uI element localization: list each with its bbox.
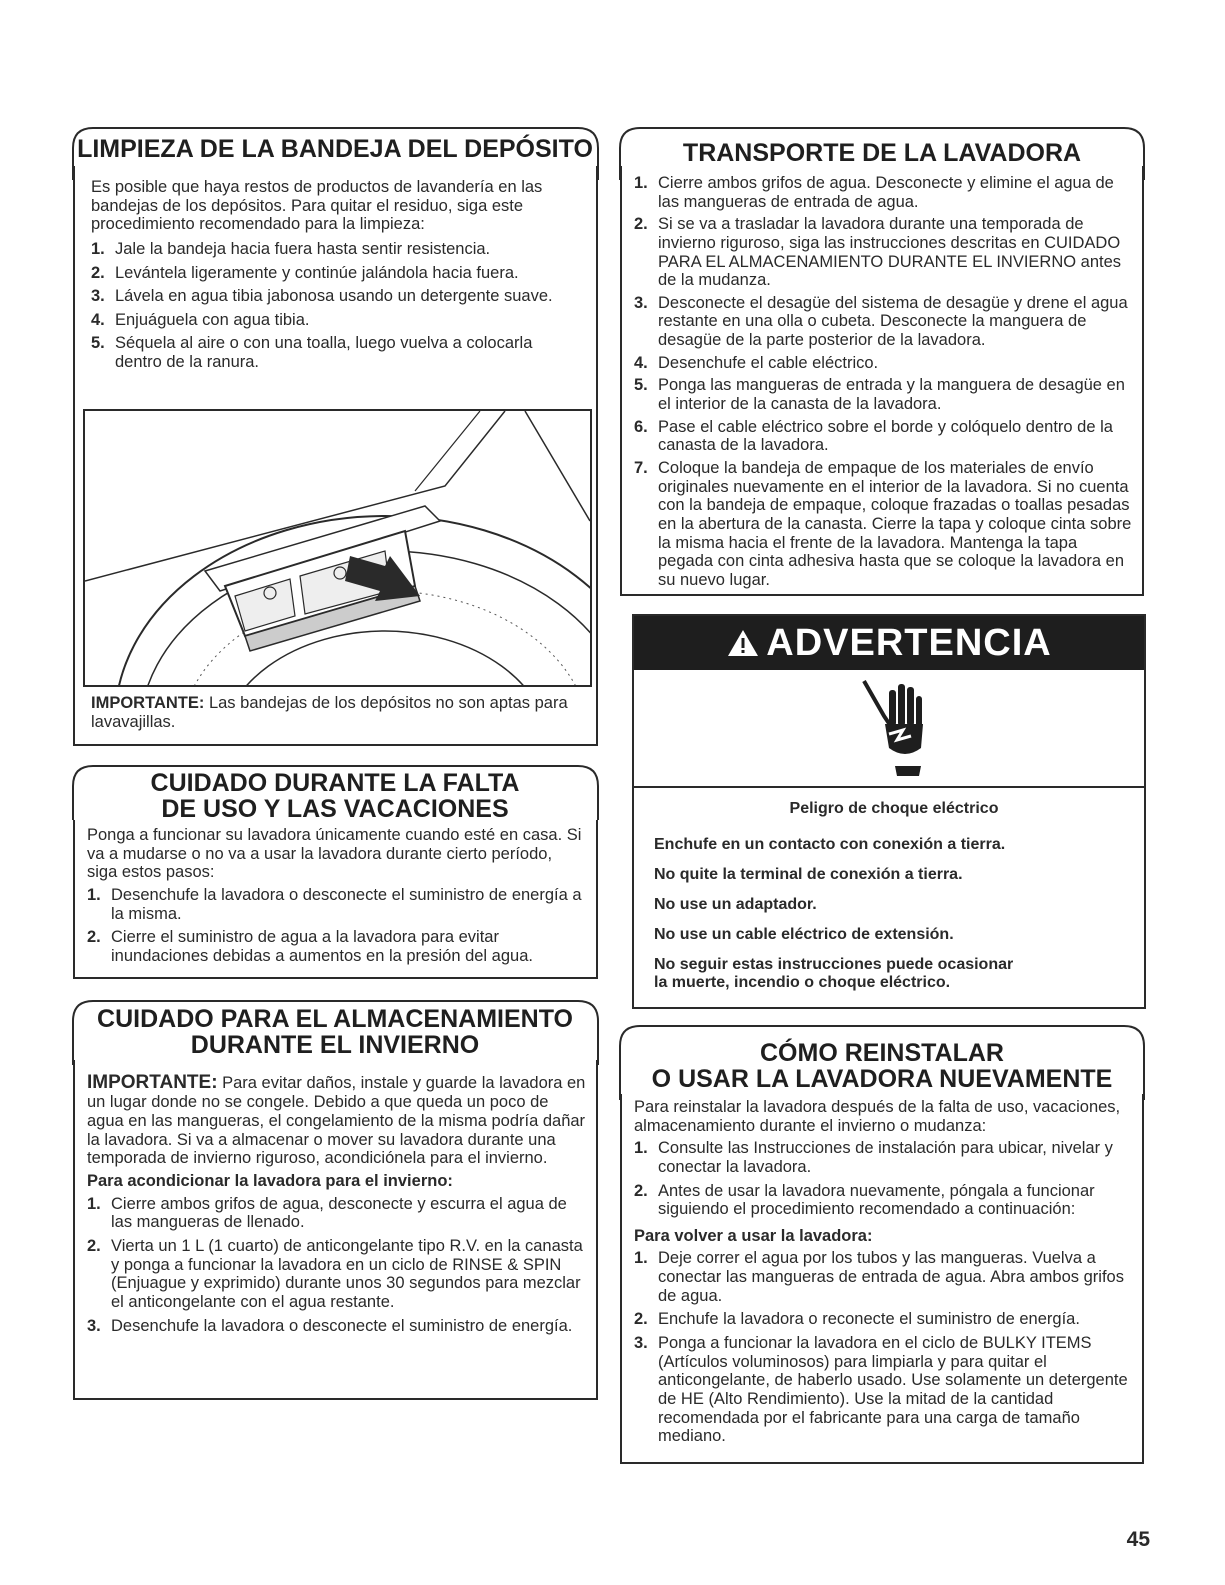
list-item: 6. Pase el cable eléctrico sobre el borde y colóquelo dentro de la canasta de la lavadora. [634, 417, 1113, 455]
almacenamiento-title: CUIDADO PARA EL ALMACENAMIENTO DURANTE EL INVIERNO [97, 1005, 573, 1060]
warning-final: No seguir estas instrucciones puede ocasionar [654, 956, 1014, 973]
list-item: 1. Deje correr el agua por los tubos y las mangueras. Vuelva a conectar las mangueras de entrada de agua. Abra ambos grifos de agua. [634, 1249, 1124, 1305]
list-item: 2. Cierre el suministro de agua a la lavadora para evitar inundaciones debidas a aumentos en la presión del agua. [87, 928, 533, 965]
warning-line: No quite la terminal de conexión a tierra. [654, 866, 963, 883]
limpieza-important: IMPORTANTE: Las bandejas de los depósitos no son aptas para lavavajillas. [91, 694, 568, 731]
falta-intro: Ponga a funcionar su lavadora únicamente cuando esté en casa. Si va a mudarse o no va a usar la lavadora durante cierto período, siga estos pasos: [87, 826, 582, 882]
list-item: 1. Jale la bandeja hacia fuera hasta sentir resistencia. [91, 239, 491, 258]
limpieza-intro: Es posible que haya restos de productos de lavandería en las bandejas de los depósitos. Para quitar el residuo, siga este procedimiento recomendado para la limpieza: [91, 178, 543, 234]
list-item: 1. Cierre ambos grifos de agua, desconecte y escurra el agua de las mangueras de llenado. [87, 1194, 567, 1232]
warning-box [632, 614, 1146, 1009]
list-item: 3. Desconecte el desagüe del sistema de desagüe y drene el agua restante en una olla o cubeta. Desconecte la manguera de desagüe de la parte posterior de la lavadora. [634, 293, 1128, 350]
warning-header [634, 616, 1144, 670]
list-item: 1. Cierre ambos grifos de agua. Desconecte y elimine el agua de las mangueras de entrada de agua. [634, 174, 1114, 211]
falta-title: CUIDADO DURANTE LA FALTA DE USO Y LAS VACACIONES [150, 769, 520, 824]
dispenser-illustration [83, 409, 592, 687]
shock-hazard-icon [859, 676, 929, 776]
limpieza-title: LIMPIEZA DE LA BANDEJA DEL DEPÓSITO [77, 135, 593, 163]
list-item: 5. Séquela al aire o con una toalla, luego vuelva a colocarla dentro de la ranura. [91, 334, 533, 372]
list-item: 7. Coloque la bandeja de empaque de los materiales de envío originales nuevamente en el interior de la lavadora. Si no cuenta con la bandeja de empaque, coloque frazadas o toallas pesadas en la abertura de la canasta. Cierre la tapa y coloque cinta sobre la misma hacia el frente de la lavadora. Mantenga la tapa pegada con cinta adhesiva hasta que se coloque la lavadora en su nuevo lugar. [634, 458, 1132, 589]
page-number: 45 [1126, 1528, 1150, 1551]
reinstalar-box [620, 1094, 1144, 1464]
warning-triangle-icon [726, 628, 760, 658]
falta-steps [87, 886, 586, 966]
limpieza-box [73, 166, 598, 746]
almacenamiento-box [73, 1060, 598, 1400]
reinstalar-subhead: Para volver a usar la lavadora: [634, 1226, 873, 1245]
list-item: 4. Desenchufe el cable eléctrico. [634, 353, 879, 372]
list-item: 4. Enjuáguela con agua tibia. [91, 310, 310, 329]
list-item: 1. Desenchufe la lavadora o desconecte el suministro de energía a la misma. [87, 885, 582, 923]
list-item: 2. Levántela ligeramente y continúe jalándola hacia fuera. [91, 263, 519, 282]
warning-final: la muerte, incendio o choque eléctrico. [654, 974, 951, 991]
reinstalar-steps-b [634, 1249, 1134, 1445]
list-item: 2. Vierta un 1 L (1 cuarto) de anticongelante tipo R.V. en la canasta y ponga a funcionar la lavadora en un ciclo de RINSE & SPIN (Enjuague y exprimido) durante unos 30 segundos para mezclar el anticongelante con el agua restante. [87, 1236, 583, 1311]
reinstalar-steps-a [634, 1139, 1134, 1219]
warning-line: No use un cable eléctrico de extensión. [654, 926, 954, 943]
warning-line: No use un adaptador. [654, 896, 817, 913]
falta-box [73, 820, 598, 979]
list-item: 2. Si se va a trasladar la lavadora durante una temporada de invierno riguroso, siga las instrucciones descritas en CUIDADO PARA EL ALMACENAMIENTO DURANTE EL INVIERNO antes de la mudanza. [634, 215, 1122, 290]
list-item: 2. Antes de usar la lavadora nuevamente, póngala a funcionar siguiendo el procedimiento recomendado a continuación: [634, 1181, 1095, 1219]
list-item: 2. Enchufe la lavadora o reconecte el suministro de energía. [634, 1310, 1080, 1329]
reinstalar-intro: Para reinstalar la lavadora después de la falta de uso, vacaciones, almacenamiento durante el invierno o mudanza: [634, 1098, 1121, 1135]
list-item: 3. Lávela en agua tibia jabonosa usando un detergente suave. [91, 287, 553, 306]
limpieza-steps [91, 240, 582, 372]
warning-title: ADVERTENCIA [766, 621, 1052, 664]
transporte-box [620, 166, 1144, 596]
almacenamiento-important: IMPORTANTE: Para evitar daños, instale y guarde la lavadora en un lugar donde no se congele. Debido a que queda un poco de agua en las mangueras, el congelamiento de la misma podría dañar la lavadora. Si va a almacenar o mover su lavadora durante una temporada de invierno riguroso, acondiciónela para el invierno. [87, 1072, 586, 1168]
warning-line: Enchufe en un contacto con conexión a tierra. [654, 836, 1006, 853]
transporte-title: TRANSPORTE DE LA LAVADORA [682, 139, 1082, 167]
almacenamiento-subhead: Para acondicionar la lavadora para el invierno: [87, 1172, 453, 1191]
list-item: 3. Desenchufe la lavadora o desconecte el suministro de energía. [87, 1316, 573, 1335]
list-item: 1. Consulte las Instrucciones de instalación para ubicar, nivelar y conectar la lavadora. [634, 1139, 1113, 1176]
list-item: 3. Ponga a funcionar la lavadora en el ciclo de BULKY ITEMS (Artículos voluminosos) para limpiarla y para quitar el anticongelante, de haberlo usado. Use solamente un detergente de HE (Alto Rendimiento). Use la mitad de la cantidad recomendada por el fabricante para una carga de tamaño mediano. [634, 1334, 1128, 1446]
reinstalar-title: CÓMO REINSTALAR O USAR LA LAVADORA NUEVAMENTE [651, 1039, 1113, 1094]
transporte-steps [634, 174, 1134, 589]
list-item: 5. Ponga las mangueras de entrada y la manguera de desagüe en el interior de la canasta de la lavadora. [634, 376, 1125, 414]
almacenamiento-steps [87, 1195, 586, 1335]
warning-hazard: Peligro de choque eléctrico [789, 800, 999, 817]
